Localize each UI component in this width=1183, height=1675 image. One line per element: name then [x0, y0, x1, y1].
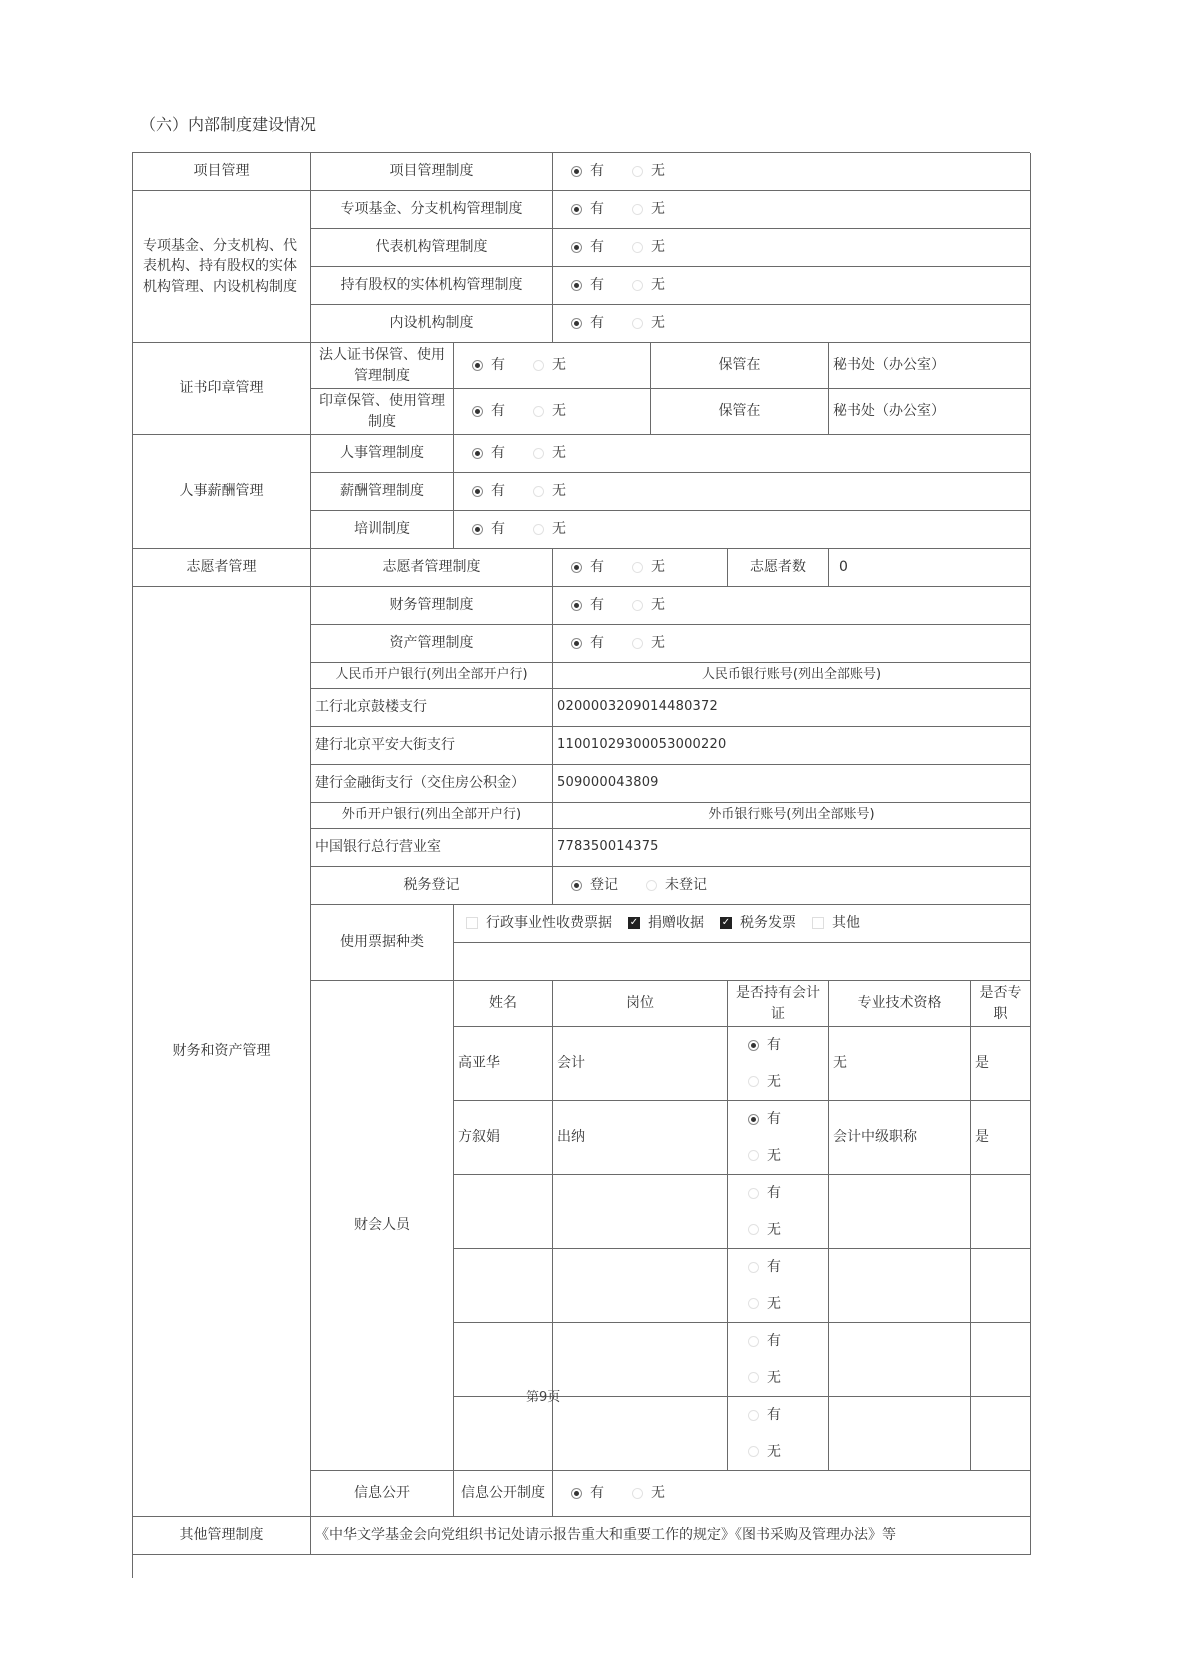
radio-no-label: 无: [767, 1221, 781, 1238]
radio-registered-selected-icon[interactable]: [571, 880, 582, 891]
seal-item-label: 印章保管、使用管理制度: [311, 389, 454, 435]
staff-header-cert: 是否持有会计证: [728, 981, 829, 1027]
rmb-account-number: 0200003209014480372: [553, 689, 1031, 727]
checkbox-checked-icon[interactable]: ✓: [629, 917, 639, 929]
radio-no-icon[interactable]: [533, 486, 544, 497]
radio-no-icon[interactable]: [632, 600, 643, 611]
project-mgmt-system-label: 项目管理制度: [311, 153, 553, 191]
entity-item-label: 持有股权的实体机构管理制度: [311, 267, 553, 305]
radio-yes-selected-icon[interactable]: [571, 280, 582, 291]
radio-yes-icon[interactable]: [748, 1262, 759, 1273]
entity-item-radio-group[interactable]: [553, 305, 1031, 343]
category-project-mgmt: 项目管理: [133, 153, 311, 191]
radio-yes-label: 有: [590, 163, 604, 180]
volunteer-count-label: 志愿者数: [728, 549, 829, 587]
category-entity-mgmt: 专项基金、分支机构、代表机构、持有股权的实体机构管理、内设机构制度: [133, 191, 311, 343]
staff-fulltime[interactable]: [971, 1323, 1031, 1397]
radio-no-icon[interactable]: [533, 524, 544, 535]
radio-yes-selected-icon[interactable]: [571, 166, 582, 177]
radio-no-icon[interactable]: [632, 318, 643, 329]
hr-item-radio-group[interactable]: [454, 511, 1031, 549]
radio-yes-label: 有: [590, 201, 604, 218]
bill-types-checkbox-group[interactable]: [454, 905, 1031, 943]
category-seal-mgmt: 证书印章管理: [133, 343, 311, 435]
radio-no-label: 无: [767, 1147, 781, 1164]
category-volunteer-mgmt: 志愿者管理: [133, 549, 311, 587]
seal-item-radio-group[interactable]: [454, 389, 651, 435]
radio-no-label: 无: [651, 1485, 665, 1502]
radio-no-icon[interactable]: [632, 638, 643, 649]
staff-qualification[interactable]: [829, 1249, 971, 1323]
radio-yes-label: 有: [767, 1111, 781, 1128]
radio-no-label: 无: [651, 597, 665, 614]
radio-yes-selected-icon[interactable]: [571, 638, 582, 649]
page-number: 第9页: [526, 1390, 561, 1405]
section-title: （六）内部制度建设情况: [140, 115, 317, 134]
radio-yes-icon[interactable]: [748, 1188, 759, 1199]
asset-system-radio-group[interactable]: [553, 625, 1031, 663]
radio-no-label: 无: [651, 277, 665, 294]
staff-post[interactable]: 出纳: [553, 1101, 728, 1175]
radio-no-label: 无: [552, 403, 566, 420]
staff-header-fulltime: 是否专职: [971, 981, 1031, 1027]
staff-cert-radio-group[interactable]: [728, 1323, 829, 1397]
radio-no-icon[interactable]: [533, 360, 544, 371]
radio-no-icon[interactable]: [632, 562, 643, 573]
seal-keep-label: 保管在: [651, 343, 829, 389]
radio-yes-selected-icon[interactable]: [472, 486, 483, 497]
radio-yes-label: 有: [590, 559, 604, 576]
staff-fulltime[interactable]: [971, 1249, 1031, 1323]
radio-yes-label: 有: [767, 1407, 781, 1424]
bill-types-label: 使用票据种类: [311, 905, 454, 981]
hr-item-radio-group[interactable]: [454, 473, 1031, 511]
entity-item-label: 代表机构管理制度: [311, 229, 553, 267]
radio-no-icon[interactable]: [748, 1224, 759, 1235]
radio-unregistered-label: 未登记: [665, 877, 707, 894]
seal-keep-label: 保管在: [651, 389, 829, 435]
rmb-bank-name: 建行金融街支行（交住房公积金）: [311, 765, 553, 803]
staff-qualification[interactable]: [829, 1397, 971, 1471]
seal-item-radio-group[interactable]: [454, 343, 651, 389]
radio-no-icon[interactable]: [748, 1446, 759, 1457]
staff-header-post: 岗位: [553, 981, 728, 1027]
radio-yes-selected-icon[interactable]: [748, 1040, 759, 1051]
hr-item-label: 人事管理制度: [311, 435, 454, 473]
rmb-bank-name: 建行北京平安大街支行: [311, 727, 553, 765]
radio-yes-label: 有: [590, 239, 604, 256]
radio-yes-selected-icon[interactable]: [472, 448, 483, 459]
staff-header-qual: 专业技术资格: [829, 981, 971, 1027]
seal-item-label: 法人证书保管、使用管理制度: [311, 343, 454, 389]
seal-keep-value: 秘书处（办公室）: [829, 389, 1031, 435]
radio-yes-label: 有: [590, 1485, 604, 1502]
radio-yes-label: 有: [590, 315, 604, 332]
radio-no-icon[interactable]: [632, 166, 643, 177]
staff-fulltime[interactable]: [971, 1175, 1031, 1249]
staff-cert-radio-group[interactable]: [728, 1175, 829, 1249]
staff-post[interactable]: [553, 1249, 728, 1323]
radio-yes-selected-icon[interactable]: [571, 204, 582, 215]
entity-item-label: 专项基金、分支机构管理制度: [311, 191, 553, 229]
radio-no-label: 无: [552, 445, 566, 462]
staff-qualification[interactable]: 无: [829, 1027, 971, 1101]
radio-yes-selected-icon[interactable]: [748, 1114, 759, 1125]
radio-yes-selected-icon[interactable]: [472, 524, 483, 535]
staff-name[interactable]: 方叙娟: [454, 1101, 553, 1175]
staff-cert-radio-group[interactable]: [728, 1397, 829, 1471]
entity-item-label: 内设机构制度: [311, 305, 553, 343]
radio-yes-label: 有: [491, 445, 505, 462]
staff-fulltime[interactable]: [971, 1397, 1031, 1471]
staff-qualification[interactable]: [829, 1323, 971, 1397]
fx-account-header: 外币银行账号(列出全部账号): [553, 803, 1031, 829]
radio-yes-label: 有: [491, 483, 505, 500]
hr-item-label: 薪酬管理制度: [311, 473, 454, 511]
radio-no-icon[interactable]: [632, 204, 643, 215]
tax-registration-radio-group[interactable]: [553, 867, 1031, 905]
bill-option-label: 行政事业性收费票据: [486, 915, 612, 932]
staff-qualification[interactable]: 会计中级职称: [829, 1101, 971, 1175]
bill-option-label: 其他: [832, 915, 860, 932]
radio-no-label: 无: [651, 559, 665, 576]
staff-header-name: 姓名: [454, 981, 553, 1027]
radio-no-label: 无: [767, 1295, 781, 1312]
staff-qualification[interactable]: [829, 1175, 971, 1249]
radio-no-label: 无: [552, 357, 566, 374]
staff-name[interactable]: [454, 1397, 553, 1471]
radio-no-icon[interactable]: [748, 1150, 759, 1161]
radio-no-icon[interactable]: [748, 1076, 759, 1087]
radio-yes-label: 有: [767, 1259, 781, 1276]
entity-item-radio-group[interactable]: [553, 229, 1031, 267]
radio-no-label: 无: [651, 315, 665, 332]
checkbox-unchecked-icon[interactable]: [466, 917, 478, 929]
radio-yes-selected-icon[interactable]: [571, 1488, 582, 1499]
radio-yes-selected-icon[interactable]: [571, 242, 582, 253]
staff-name[interactable]: 高亚华: [454, 1027, 553, 1101]
radio-yes-label: 有: [491, 521, 505, 538]
radio-yes-icon[interactable]: [748, 1336, 759, 1347]
checkbox-unchecked-icon[interactable]: [812, 917, 824, 929]
disclosure-label: 信息公开: [311, 1471, 454, 1517]
other-mgmt-value[interactable]: 《中华文学基金会向党组织书记处请示报告重大和重要工作的规定》《图书采购及管理办法》等: [311, 1517, 1031, 1555]
rmb-account-number: 509000043809: [553, 765, 1031, 803]
staff-cert-radio-group[interactable]: [728, 1249, 829, 1323]
fx-bank-header: 外币开户银行(列出全部开户行): [311, 803, 553, 829]
radio-yes-label: 有: [767, 1037, 781, 1054]
radio-no-label: 无: [651, 163, 665, 180]
radio-yes-selected-icon[interactable]: [571, 318, 582, 329]
asset-system-label: 资产管理制度: [311, 625, 553, 663]
finance-staff-label: 财会人员: [311, 981, 454, 1471]
radio-no-icon[interactable]: [632, 1488, 643, 1499]
radio-no-label: 无: [651, 201, 665, 218]
volunteer-count-value[interactable]: 0: [829, 549, 1031, 587]
fx-account-number: 778350014375: [553, 829, 1031, 867]
staff-post[interactable]: 会计: [553, 1027, 728, 1101]
staff-fulltime[interactable]: 是: [971, 1101, 1031, 1175]
radio-no-icon[interactable]: [748, 1298, 759, 1309]
radio-yes-label: 有: [590, 597, 604, 614]
radio-no-icon[interactable]: [632, 280, 643, 291]
radio-no-label: 无: [552, 521, 566, 538]
radio-yes-selected-icon[interactable]: [472, 406, 483, 417]
staff-cert-radio-group[interactable]: [728, 1027, 829, 1101]
radio-no-label: 无: [767, 1073, 781, 1090]
seal-keep-value: 秘书处（办公室）: [829, 343, 1031, 389]
project-mgmt-radio-group[interactable]: [553, 153, 1031, 191]
hr-item-radio-group[interactable]: [454, 435, 1031, 473]
bill-types-other-input[interactable]: [454, 943, 1031, 981]
rmb-account-header: 人民币银行账号(列出全部账号): [553, 663, 1031, 689]
volunteer-radio-group[interactable]: [553, 549, 728, 587]
radio-registered-label: 登记: [590, 877, 618, 894]
bill-option-label: 捐赠收据: [648, 915, 704, 932]
radio-no-label: 无: [651, 239, 665, 256]
radio-no-icon[interactable]: [748, 1372, 759, 1383]
staff-post[interactable]: [553, 1175, 728, 1249]
checkbox-checked-icon[interactable]: ✓: [721, 917, 731, 929]
staff-fulltime[interactable]: 是: [971, 1027, 1031, 1101]
staff-cert-radio-group[interactable]: [728, 1101, 829, 1175]
radio-yes-label: 有: [590, 635, 604, 652]
category-hr-mgmt: 人事薪酬管理: [133, 435, 311, 549]
bill-option-label: 税务发票: [740, 915, 796, 932]
radio-no-label: 无: [767, 1369, 781, 1386]
staff-name[interactable]: [454, 1249, 553, 1323]
volunteer-system-label: 志愿者管理制度: [311, 549, 553, 587]
radio-yes-selected-icon[interactable]: [571, 600, 582, 611]
radio-no-label: 无: [767, 1443, 781, 1460]
radio-no-label: 无: [651, 635, 665, 652]
radio-unregistered-icon[interactable]: [646, 880, 657, 891]
finance-system-radio-group[interactable]: [553, 587, 1031, 625]
staff-post[interactable]: [553, 1397, 728, 1471]
category-finance-mgmt: 财务和资产管理: [133, 587, 311, 1517]
radio-yes-label: 有: [491, 403, 505, 420]
entity-item-radio-group[interactable]: [553, 191, 1031, 229]
rmb-bank-name: 工行北京鼓楼支行: [311, 689, 553, 727]
radio-no-icon[interactable]: [533, 448, 544, 459]
tax-registration-label: 税务登记: [311, 867, 553, 905]
radio-yes-label: 有: [767, 1185, 781, 1202]
finance-system-label: 财务管理制度: [311, 587, 553, 625]
rmb-bank-header: 人民币开户银行(列出全部开户行): [311, 663, 553, 689]
internal-system-table: [132, 152, 1030, 1578]
staff-name[interactable]: [454, 1175, 553, 1249]
radio-yes-label: 有: [590, 277, 604, 294]
radio-yes-icon[interactable]: [748, 1410, 759, 1421]
hr-item-label: 培训制度: [311, 511, 454, 549]
radio-yes-label: 有: [767, 1333, 781, 1350]
radio-no-label: 无: [552, 483, 566, 500]
radio-yes-selected-icon[interactable]: [472, 360, 483, 371]
radio-yes-label: 有: [491, 357, 505, 374]
category-other-mgmt: 其他管理制度: [133, 1517, 311, 1555]
rmb-account-number: 11001029300053000220: [553, 727, 1031, 765]
radio-yes-selected-icon[interactable]: [571, 562, 582, 573]
disclosure-system-label: 信息公开制度: [454, 1471, 553, 1517]
entity-item-radio-group[interactable]: [553, 267, 1031, 305]
radio-no-icon[interactable]: [533, 406, 544, 417]
disclosure-radio-group[interactable]: [553, 1471, 1031, 1517]
fx-bank-name: 中国银行总行营业室: [311, 829, 553, 867]
radio-no-icon[interactable]: [632, 242, 643, 253]
staff-post[interactable]: [553, 1323, 728, 1397]
